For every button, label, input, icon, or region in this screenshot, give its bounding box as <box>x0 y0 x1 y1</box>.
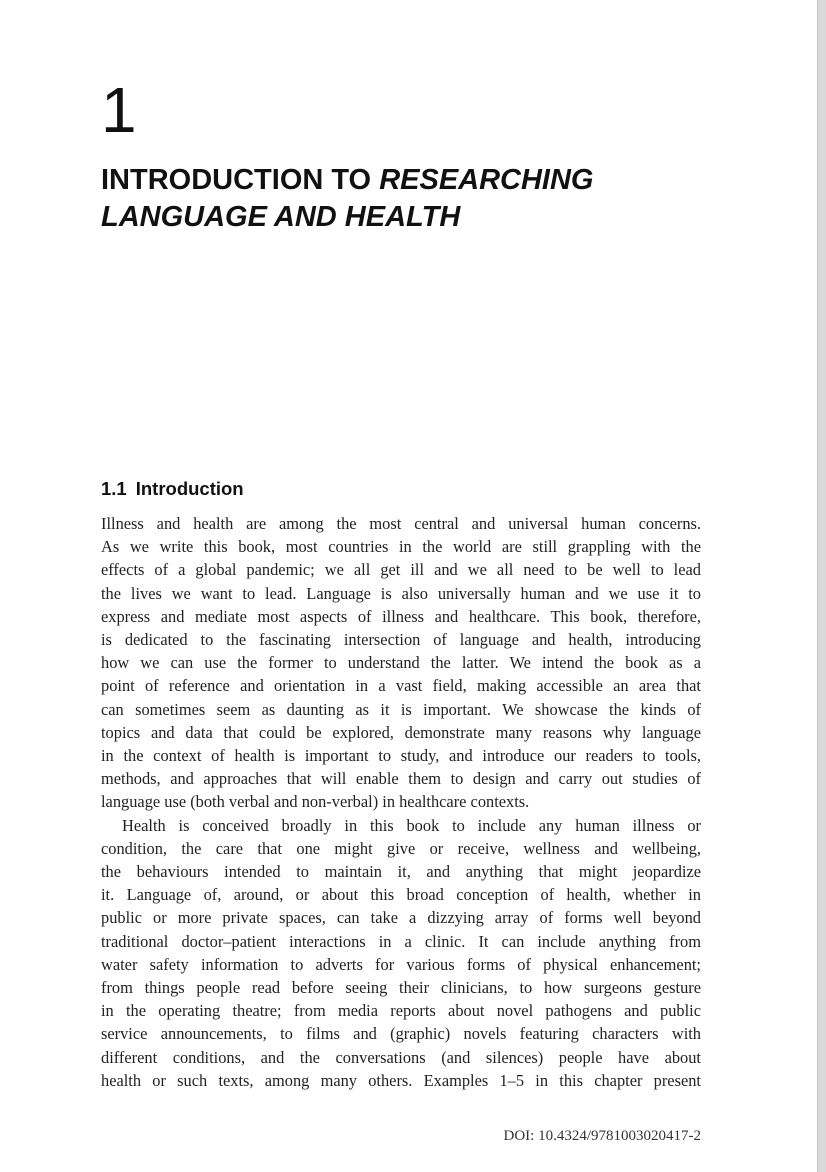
text-line: is dedicated to the fascinating intersection of language and health, introducing <box>101 630 701 650</box>
text-line: point of reference and orientation in a vast field, making accessible an area that <box>101 676 701 696</box>
text-line: can sometimes seem as daunting as it is important. We showcase the kinds of <box>101 699 701 719</box>
section-heading <box>101 476 244 502</box>
paragraph-1 <box>101 512 701 814</box>
section-title: Introduction <box>135 478 244 499</box>
text-line: the lives we want to lead. Language is also universally human and we use it to <box>101 583 701 603</box>
page-edge <box>817 0 826 1172</box>
text-line: different conditions, and the conversations (and silences) people have about <box>101 1047 701 1067</box>
text-line: language use (both verbal and non-verbal) in healthcare contexts. <box>101 792 530 812</box>
text-line: traditional doctor–patient interactions in a clinic. It can include anything from <box>101 931 701 951</box>
doi-footer: DOI: 10.4324/9781003020417-2 <box>503 1128 701 1144</box>
text-line: how we can use the former to understand the latter. We intend the book as a <box>101 653 701 673</box>
paragraph-2 <box>101 814 701 1092</box>
chapter-title-italic-1: RESEARCHING <box>379 164 594 196</box>
text-line: topics and data that could be explored, demonstrate many reasons why language <box>101 722 701 742</box>
text-line: methods, and approaches that will enable them to design and carry out studies of <box>101 769 701 789</box>
text-line: health or such texts, among many others. Examples 1–5 in this chapter present <box>101 1070 701 1090</box>
chapter-number: 1 <box>101 74 137 146</box>
text-line: in the operating theatre; from media reports about novel pathogens and public <box>101 1001 701 1021</box>
text-line: Health is conceived broadly in this book to include any human illness or <box>122 815 701 835</box>
section-number: 1.1 <box>101 478 127 499</box>
text-line: Illness and health are among the most central and universal human concerns. <box>101 514 701 533</box>
chapter-title-plain: INTRODUCTION TO <box>101 164 380 196</box>
text-line: service announcements, to films and (graphic) novels featuring characters with <box>101 1024 701 1044</box>
text-line: the behaviours intended to maintain it, and anything that might jeopardize <box>101 862 701 882</box>
text-line: from things people read before seeing their clinicians, to how surgeons gesture <box>101 978 701 998</box>
text-line: condition, the care that one might give or receive, wellness and wellbeing, <box>101 838 701 858</box>
text-line: public or more private spaces, can take a dizzying array of forms well beyond <box>101 908 701 928</box>
text-line: As we write this book, most countries in the world are still grappling with the <box>101 537 701 557</box>
chapter-title <box>101 162 721 236</box>
chapter-title-italic-2: LANGUAGE AND HEALTH <box>101 201 461 233</box>
text-line: express and mediate most aspects of illness and healthcare. This book, therefore, <box>101 606 701 626</box>
text-line: effects of a global pandemic; we all get ill and we all need to be well to lead <box>101 560 701 580</box>
text-line: water safety information to adverts for various forms of physical enhancement; <box>101 954 701 974</box>
text-line: it. Language of, around, or about this broad conception of health, whether in <box>101 885 701 905</box>
body-text <box>101 512 701 1092</box>
text-line: in the context of health is important to study, and introduce our readers to tools, <box>101 746 701 766</box>
